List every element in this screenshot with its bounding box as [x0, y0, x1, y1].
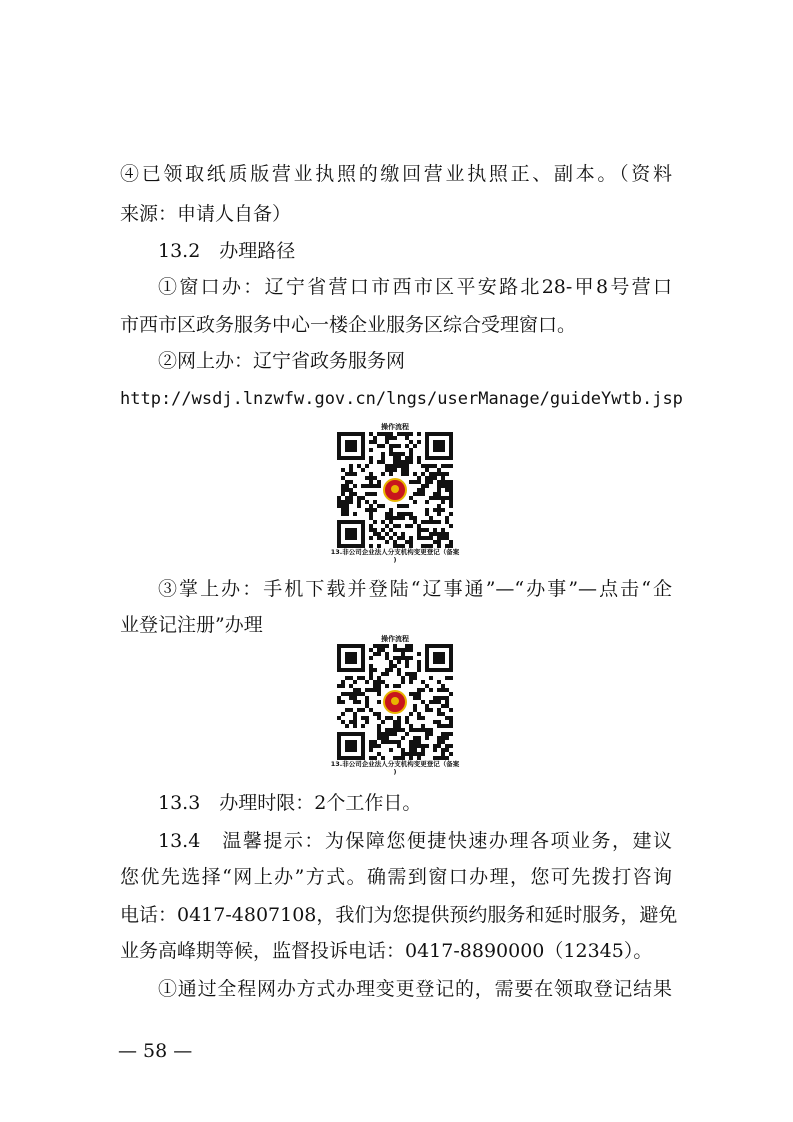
qr-caption-tail: ): [393, 768, 397, 776]
page-number: — 58 —: [118, 1040, 193, 1062]
qr-caption: 13.非公司企业法人分支机构变更登记（备案: [330, 760, 460, 768]
text-line-mobile-office: ③掌上办：手机下载并登陆“辽事通”—“办事”—点击“企: [158, 578, 672, 600]
section-heading-13-4: 13.4 温馨提示：为保障您便捷快速办理各项业务，建议: [158, 830, 672, 852]
text-line-note-1: ①通过全程网办方式办理变更登记的，需要在领取登记结果: [158, 978, 672, 1000]
text-line-window-address: 市西市区政务服务中心一楼企业服务区综合受理窗口。: [120, 314, 577, 336]
qr-code-block-web: [325, 422, 465, 564]
text-line-window-office: ①窗口办：辽宁省营口市西市区平安路北28-甲8号营口: [158, 276, 672, 298]
online-service-url[interactable]: http://wsdj.lnzwfw.gov.cn/lngs/userManage/guideYwtb.jsp: [120, 389, 683, 409]
qr-caption: 13.非公司企业法人分支机构变更登记（备案: [330, 548, 460, 556]
qr-caption-tail: ): [393, 556, 397, 564]
text-line-tips-3: 电话：0417-4807108，我们为您提供预约服务和延时服务，避免: [120, 904, 678, 926]
text-line-tips-2: 您优先选择“网上办”方式。确需到窗口办理，您可先拨打咨询: [120, 866, 672, 888]
text-line-mobile-office-cont: 业登记注册”办理: [120, 614, 263, 636]
qr-title: 操作流程: [381, 635, 409, 643]
qr-code-block-mobile: [325, 634, 465, 776]
text-line-tips-4: 业务高峰期等候，监督投诉电话：0417-8890000（12345）。: [120, 940, 653, 962]
qr-title: 操作流程: [381, 423, 409, 431]
qr-code-web[interactable]: [337, 432, 453, 548]
text-line-materials-source: 来源：申请人自备）: [120, 203, 292, 225]
text-line-materials-4: ④已领取纸质版营业执照的缴回营业执照正、副本。（资料: [120, 163, 672, 185]
section-heading-13-2: 13.2 办理路径: [158, 240, 296, 262]
qr-code-mobile[interactable]: [337, 644, 453, 760]
section-heading-13-3: 13.3 办理时限：2个工作日。: [158, 792, 422, 814]
text-line-online-office: ②网上办：辽宁省政务服务网: [158, 350, 406, 372]
